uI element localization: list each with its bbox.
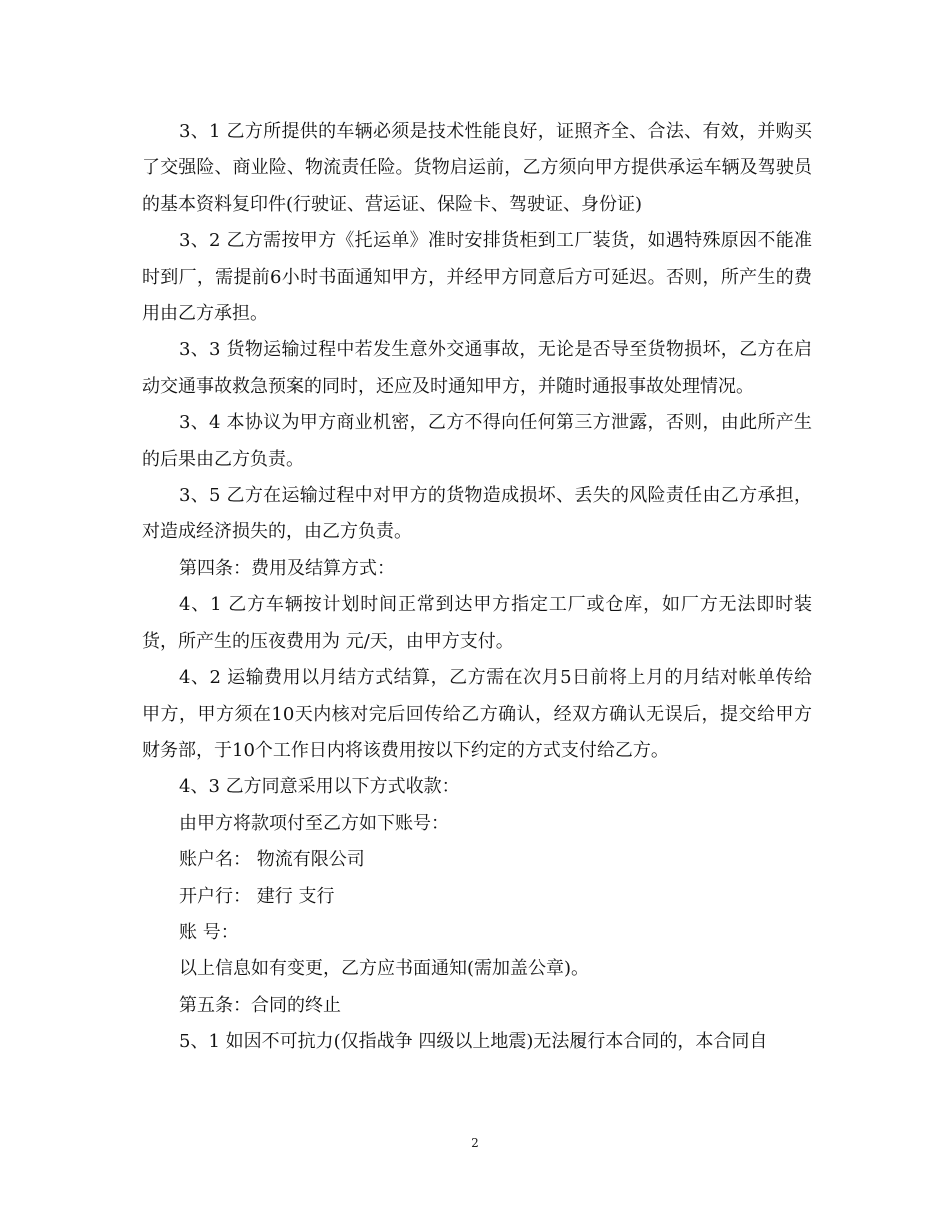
clause-3-4: 3、4 本协议为甲方商业机密，乙方不得向任何第三方泄露，否则，由此所产生的后果由乙方负责。	[142, 412, 812, 470]
account-name-line: 账户名： 物流有限公司	[179, 849, 365, 871]
account-number-line: 账 号：	[179, 921, 239, 943]
bank-line: 开户行： 建行 支行	[179, 885, 335, 907]
article-4-heading: 第四条：费用及结算方式：	[179, 557, 395, 579]
change-notice-line: 以上信息如有变更，乙方应书面通知(需加盖公章)。	[179, 958, 590, 980]
clause-3-3: 3、3 货物运输过程中若发生意外交通事故，无论是否导至货物损坏，乙方在启动交通事故救急预案的同时，还应及时通知甲方，并随时通报事故处理情况。	[142, 339, 812, 397]
clause-3-2: 3、2 乙方需按甲方《托运单》准时安排货柜到工厂装货，如遇特殊原因不能准时到厂，需提前6小时书面通知甲方，并经甲方同意后方可延迟。否则，所产生的费用由乙方承担。	[142, 230, 812, 325]
clause-3-5: 3、5 乙方在运输过程中对甲方的货物造成损坏、丢失的风险责任由乙方承担，对造成经济损失的，由乙方负责。	[142, 485, 812, 543]
document-body	[142, 114, 812, 1061]
clause-4-3: 4、3 乙方同意采用以下方式收款：	[179, 776, 460, 798]
clause-3-1: 3、1 乙方所提供的车辆必须是技术性能良好，证照齐全、合法、有效，并购买了交强险、商业险、物流责任险。货物启运前，乙方须向甲方提供承运车辆及驾驶员的基本资料复印件(行驶证、营运证、保险卡、驾驶证、身份证)	[142, 121, 812, 215]
clause-4-2: 4、2 运输费用以月结方式结算，乙方需在次月5日前将上月的月结对帐单传给甲方，甲方须在10天内核对完后回传给乙方确认，经双方确认无误后，提交给甲方财务部，于10个工作日内将该费用按以下约定的方式支付给乙方。	[142, 667, 812, 761]
clause-5-1: 5、1 如因不可抗力(仅指战争 四级以上地震)无法履行本合同的，本合同自	[179, 1031, 768, 1053]
payment-account-intro: 由甲方将款项付至乙方如下账号：	[179, 812, 449, 834]
article-5-heading: 第五条：合同的终止	[179, 994, 341, 1016]
page-number: 2	[471, 1136, 479, 1150]
clause-4-1: 4、1 乙方车辆按计划时间正常到达甲方指定工厂或仓库，如厂方无法即时装货，所产生的压夜费用为 元/天，由甲方支付。	[142, 594, 812, 652]
